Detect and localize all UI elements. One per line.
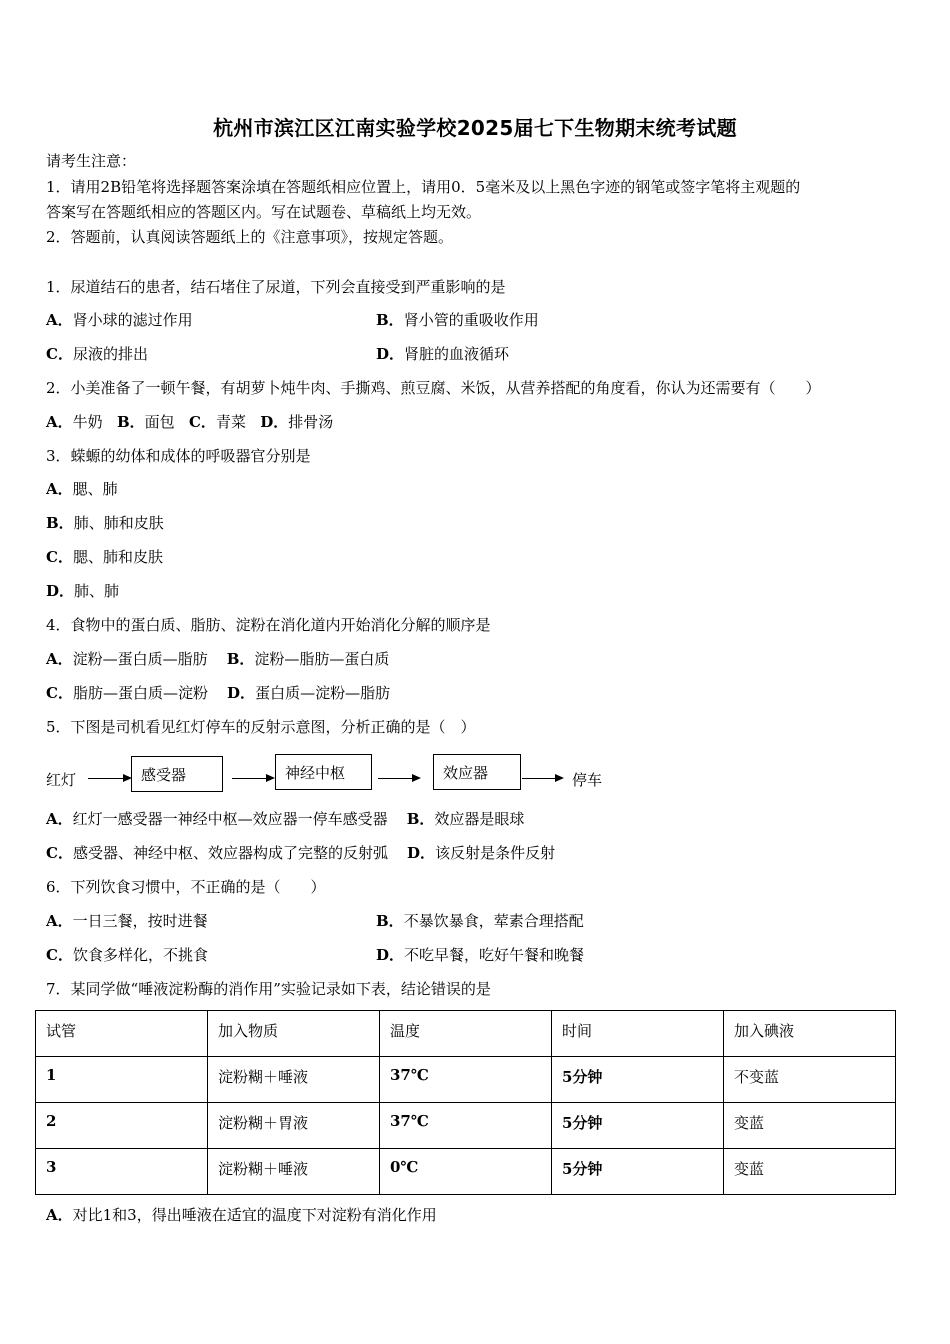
option-label: D． — [46, 582, 75, 600]
table-cell: 不变蓝 — [724, 1057, 896, 1103]
question-5-option-c[interactable] — [46, 844, 388, 862]
question-2-options — [46, 412, 333, 432]
option-label: C． — [46, 946, 73, 964]
table-row — [36, 1057, 896, 1103]
option-text: 该反射是条件反射 — [435, 844, 556, 862]
table-cell: 1 — [36, 1057, 208, 1103]
option-text: 感受器、神经中枢、效应器构成了完整的反射弧 — [72, 844, 388, 862]
question-6-option-c[interactable] — [46, 945, 208, 965]
question-1-option-d[interactable] — [376, 344, 509, 364]
table-cell: 0℃ — [380, 1149, 552, 1195]
page-title: 杭州市滨江区江南实验学校2025届七下生物期末统考试题 — [213, 116, 737, 140]
option-label: A． — [46, 413, 73, 431]
option-text: 青菜 — [215, 413, 246, 431]
option-label: A． — [46, 912, 73, 930]
option-text: 红灯一感受器一神经中枢—效应器一停车感受器 — [72, 810, 388, 828]
question-4-option-c[interactable] — [46, 684, 208, 702]
notice-line-2: 2．答题前，认真阅读答题纸上的《注意事项》，按规定答题。 — [46, 228, 454, 246]
table-row — [36, 1103, 896, 1149]
question-3-option-a[interactable] — [46, 479, 118, 499]
option-text: 尿液的排出 — [72, 345, 148, 363]
table-header-row — [36, 1011, 896, 1057]
option-text: 面包 — [144, 413, 175, 431]
reflex-diagram — [46, 752, 626, 800]
option-text: 淀粉—蛋白质—脂肪 — [72, 650, 208, 668]
option-text: 肺、肺 — [74, 582, 120, 600]
question-3-option-c[interactable] — [46, 547, 163, 567]
question-6-option-a[interactable] — [46, 911, 208, 931]
option-label: C． — [188, 413, 216, 431]
question-4-row-1 — [46, 649, 389, 669]
question-1-option-b[interactable] — [376, 310, 539, 330]
question-1-option-c[interactable] — [46, 344, 148, 364]
option-label: D． — [376, 946, 405, 964]
option-label: B． — [376, 912, 404, 930]
option-label: C． — [46, 684, 73, 702]
table-header-cell: 加入碘液 — [724, 1011, 896, 1057]
question-1-option-a[interactable] — [46, 310, 193, 330]
table-cell: 淀粉糊＋胃液 — [208, 1103, 380, 1149]
table-cell: 淀粉糊＋唾液 — [208, 1057, 380, 1103]
option-label: A． — [46, 1206, 73, 1224]
option-text: 腮、肺和皮肤 — [72, 548, 163, 566]
question-7-option-a[interactable] — [46, 1205, 437, 1225]
diagram-box-receptor: 感受器 — [131, 756, 223, 792]
table-header-cell: 加入物质 — [208, 1011, 380, 1057]
table-cell: 3 — [36, 1149, 208, 1195]
table-cell: 变蓝 — [724, 1103, 896, 1149]
question-4-option-d[interactable] — [227, 684, 390, 702]
diagram-start-label: 红灯 — [46, 771, 77, 789]
option-text: 效应器是眼球 — [434, 810, 525, 828]
option-text: 肾小球的滤过作用 — [72, 311, 193, 329]
table-cell: 2 — [36, 1103, 208, 1149]
question-2-option-b[interactable] — [117, 413, 175, 431]
question-2-option-d[interactable] — [260, 413, 333, 431]
question-4-row-2 — [46, 683, 390, 703]
option-text: 淀粉—脂肪—蛋白质 — [254, 650, 390, 668]
question-5-option-a[interactable] — [46, 810, 388, 828]
question-3-option-b[interactable] — [46, 513, 164, 533]
table-cell: 5分钟 — [552, 1057, 724, 1103]
option-label: B． — [46, 514, 74, 532]
question-5-stem: 5．下图是司机看见红灯停车的反射示意图，分析正确的是（ ） — [46, 718, 476, 736]
notice-heading: 请考生注意： — [46, 152, 137, 170]
diagram-arrow — [88, 778, 130, 779]
question-1-stem: 1．尿道结石的患者，结石堵住了尿道，下列会直接受到严重影响的是 — [46, 278, 506, 296]
question-2-option-c[interactable] — [189, 413, 246, 431]
question-4-stem: 4．食物中的蛋白质、脂肪、淀粉在消化道内开始消化分解的顺序是 — [46, 616, 491, 634]
option-label: A． — [46, 810, 73, 828]
table-header-cell: 试管 — [36, 1011, 208, 1057]
question-6-option-d[interactable] — [376, 945, 584, 965]
option-label: C． — [46, 548, 73, 566]
question-7-stem: 7．某同学做“唾液淀粉酶的消作用”实验记录如下表，结论错误的是 — [46, 980, 491, 998]
question-5-row-2 — [46, 843, 555, 863]
diagram-arrow — [378, 778, 419, 779]
diagram-end-label: 停车 — [572, 771, 603, 789]
notice-line-1b: 答案写在答题纸相应的答题区内。写在试题卷、草稿纸上均无效。 — [46, 203, 482, 221]
option-text: 肾小管的重吸收作用 — [403, 311, 539, 329]
diagram-box-effector: 效应器 — [433, 754, 521, 790]
option-text: 对比1和3，得出唾液在适宜的温度下对淀粉有消化作用 — [72, 1206, 437, 1224]
option-label: D． — [227, 684, 256, 702]
question-6-option-b[interactable] — [376, 911, 584, 931]
option-text: 牛奶 — [72, 413, 103, 431]
table-cell: 5分钟 — [552, 1149, 724, 1195]
table-row — [36, 1149, 896, 1195]
table-cell: 37℃ — [380, 1103, 552, 1149]
option-label: A． — [46, 650, 73, 668]
option-label: B． — [226, 650, 255, 668]
question-6-stem: 6．下列饮食习惯中，不正确的是（ ） — [46, 878, 326, 896]
option-text: 排骨汤 — [288, 413, 334, 431]
table-cell: 变蓝 — [724, 1149, 896, 1195]
option-text: 饮食多样化，不挑食 — [72, 946, 208, 964]
option-text: 蛋白质—淀粉—脂肪 — [255, 684, 391, 702]
option-text: 不暴饮暴食，荤素合理搭配 — [403, 912, 584, 930]
option-label: B． — [406, 810, 435, 828]
table-header-cell: 温度 — [380, 1011, 552, 1057]
question-3-stem: 3．蝾螈的幼体和成体的呼吸器官分别是 — [46, 447, 311, 465]
table-cell: 淀粉糊＋唾液 — [208, 1149, 380, 1195]
experiment-table — [35, 1010, 896, 1195]
option-text: 脂肪—蛋白质—淀粉 — [72, 684, 208, 702]
option-label: C． — [46, 844, 73, 862]
table-cell: 5分钟 — [552, 1103, 724, 1149]
option-text: 一日三餐，按时进餐 — [72, 912, 208, 930]
question-2-stem: 2．小美准备了一顿午餐，有胡萝卜炖牛肉、手撕鸡、煎豆腐、米饭，从营养搭配的角度看，你认为还需要有（ ） — [46, 379, 821, 397]
question-4-option-b[interactable] — [227, 650, 390, 668]
option-label: B． — [376, 311, 404, 329]
table-header-cell: 时间 — [552, 1011, 724, 1057]
notice-line-1a: 1．请用2B铅笔将选择题答案涂填在答题纸相应位置上，请用0．5毫米及以上黑色字迹的钢笔或签字笔将主观题的 — [46, 178, 801, 196]
option-label: B． — [116, 413, 145, 431]
option-text: 肺、肺和皮肤 — [73, 514, 164, 532]
option-text: 不吃早餐，吃好午餐和晚餐 — [404, 946, 585, 964]
question-3-option-d[interactable] — [46, 581, 119, 601]
option-label: C． — [46, 345, 73, 363]
diagram-arrow — [232, 778, 273, 779]
option-label: D． — [376, 345, 405, 363]
option-label: A． — [46, 311, 73, 329]
option-text: 腮、肺 — [72, 480, 118, 498]
diagram-box-center: 神经中枢 — [275, 754, 372, 790]
question-2-option-a[interactable] — [46, 413, 103, 431]
question-5-row-1 — [46, 809, 524, 829]
diagram-arrow — [522, 778, 562, 779]
table-cell: 37℃ — [380, 1057, 552, 1103]
question-5-option-b[interactable] — [407, 810, 525, 828]
question-5-option-d[interactable] — [407, 844, 555, 862]
question-4-option-a[interactable] — [46, 650, 208, 668]
option-label: A． — [46, 480, 73, 498]
option-text: 肾脏的血液循环 — [404, 345, 510, 363]
option-label: D． — [407, 844, 436, 862]
option-label: D． — [260, 413, 289, 431]
